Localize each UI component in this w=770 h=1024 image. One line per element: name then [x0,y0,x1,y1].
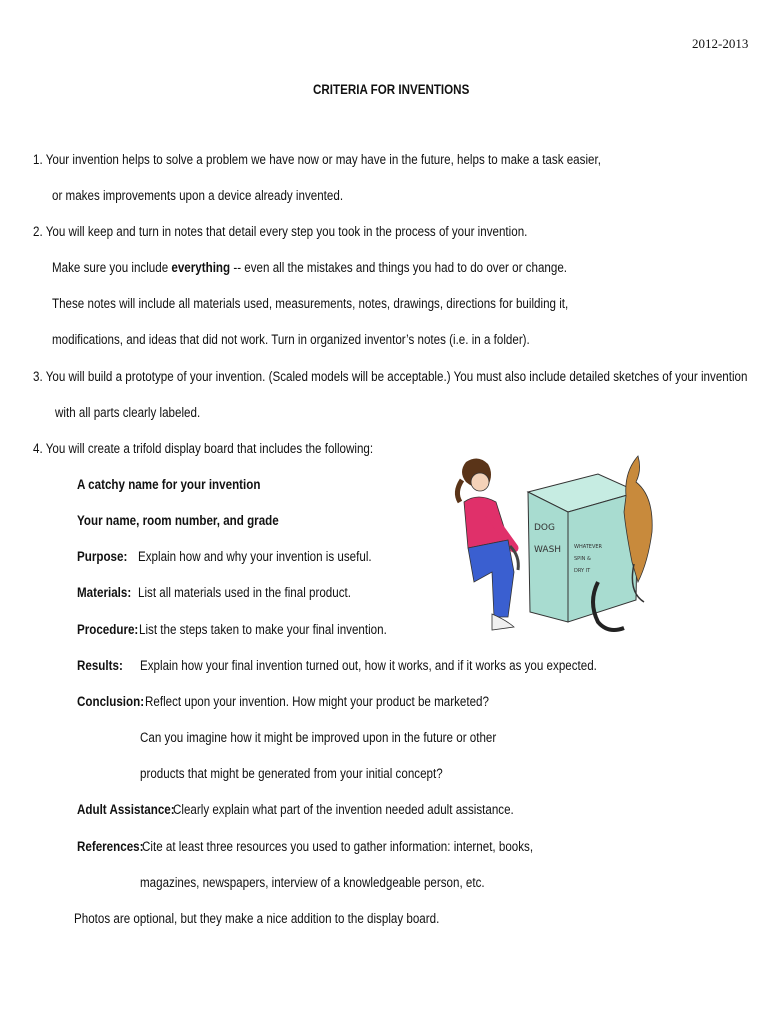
dog-wash-box [528,474,638,630]
criterion-4-line-1: 4. You will create a trifold display board that includes the following: [33,441,374,456]
criterion-1-line-1: 1. Your invention helps to solve a problem we have now or may have in the future, helps to make a task easier, [33,152,601,167]
procedure-label: Procedure: [77,622,139,637]
criterion-3-line-2: with all parts clearly labeled. [55,405,201,420]
conclusion-label: Conclusion: [77,694,145,709]
criterion-2-text: Make sure you include [52,260,172,275]
school-year: 2012-2013 [692,36,749,51]
emphasis-everything: everything [171,260,231,275]
adult-assistance-label: Adult Assistance: [77,802,175,817]
references-label: References: [77,839,144,854]
criterion-2-line-4: modifications, and ideas that did not work. Turn in organized inventor’s notes (i.e. in a folder). [52,332,530,347]
conclusion-text-2: Can you imagine how it might be improved upon in the future or other [140,730,497,745]
results-text: Explain how your final invention turned out, how it works, and if it works as you expected. [140,658,597,673]
adult-assistance-text: Clearly explain what part of the invention needed adult assistance. [173,802,514,817]
photos-note: Photos are optional, but they make a nice addition to the display board. [74,911,440,926]
box-label-dog: DOG [534,523,555,533]
criterion-2-line-1: 2. You will keep and turn in notes that detail every step you took in the process of your invention. [33,224,528,239]
purpose-label: Purpose: [77,549,128,564]
box-label-wash: WASH [534,545,562,555]
box-note-1: WHATEVER [574,544,603,550]
materials-label: Materials: [77,585,132,600]
box-note-2: SPIN & [574,556,591,562]
page-title: CRITERIA FOR INVENTIONS [313,82,470,97]
dog-wash-illustration [448,452,668,642]
purpose-text: Explain how and why your invention is useful. [138,549,372,564]
board-item-name-room-grade: Your name, room number, and grade [77,513,279,528]
criterion-2-text-cont: -- even all the mistakes and things you had to do over or change. [230,260,568,275]
materials-text: List all materials used in the final product. [138,585,351,600]
girl-figure [457,458,518,630]
board-item-catchy-name: A catchy name for your invention [77,477,261,492]
results-label: Results: [77,658,123,673]
criterion-2-line-3: These notes will include all materials used, measurements, notes, drawings, directions for building it, [52,296,569,311]
box-note-3: DRY IT [574,568,591,574]
references-text-1: Cite at least three resources you used to gather information: internet, books, [142,839,534,854]
criterion-1-line-2: or makes improvements upon a device already invented. [52,188,344,203]
references-text-2: magazines, newspapers, interview of a knowledgeable person, etc. [140,875,485,890]
conclusion-text-1: Reflect upon your invention. How might your product be marketed? [145,694,489,709]
criterion-3-line-1: 3. You will build a prototype of your invention. (Scaled models will be acceptable.) You must also include detailed sketches of your invention [33,369,748,384]
procedure-text: List the steps taken to make your final invention. [139,622,387,637]
criterion-2-line-2 [52,260,567,276]
conclusion-text-3: products that might be generated from your initial concept? [140,766,443,781]
